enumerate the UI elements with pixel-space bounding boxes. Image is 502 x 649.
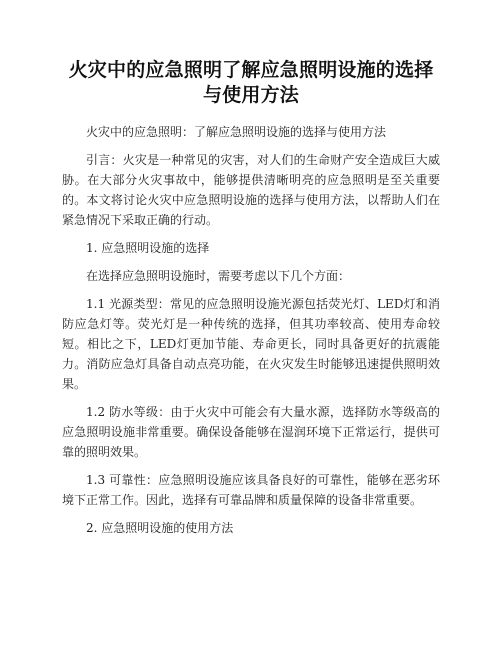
reliability-paragraph: 1.3 可靠性：应急照明设施应该具备良好的可靠性，能够在恶劣环境下正常工作。因此，选择有可靠品牌和质量保障的设备非常重要。 [62, 473, 440, 507]
intro-paragraph: 引言：火灾是一种常见的灾害，对人们的生命财产安全造成巨大威胁。在大部分火灾事故中，能够提供清晰明亮的应急照明是至关重要的。本文将讨论火灾中应急照明设施的选择与使用方法，以帮助人们在紧急情况下采取正确的行动。 [62, 153, 440, 227]
waterproof-paragraph: 1.2 防水等级：由于火灾中可能会有大量水源，选择防水等级高的应急照明设施非常重要。确保设备能够在湿润环境下正常运行，提供可靠的照明效果。 [62, 405, 440, 459]
light-source-paragraph: 1.1 光源类型：常见的应急照明设施光源包括荧光灯、LED灯和消防应急灯等。荧光灯是一种传统的选择，但其功率较高、使用寿命较短。相比之下，LED灯更加节能、寿命更长，同时具备更好的抗震能力。消防应急灯具备自动点亮功能，在火灾发生时能够迅速提供照明效果。 [62, 297, 440, 391]
section-heading-1: 1. 应急照明设施的选择 [86, 241, 210, 255]
document-title: 火灾中的应急照明了解应急照明设施的选择与使用方法 [68, 59, 434, 106]
section-intro-paragraph: 在选择应急照明设施时，需要考虑以下几个方面： [86, 269, 351, 283]
section-heading-2: 2. 应急照明设施的使用方法 [86, 521, 234, 535]
subtitle-paragraph: 火灾中的应急照明：了解应急照明设施的选择与使用方法 [86, 125, 387, 139]
